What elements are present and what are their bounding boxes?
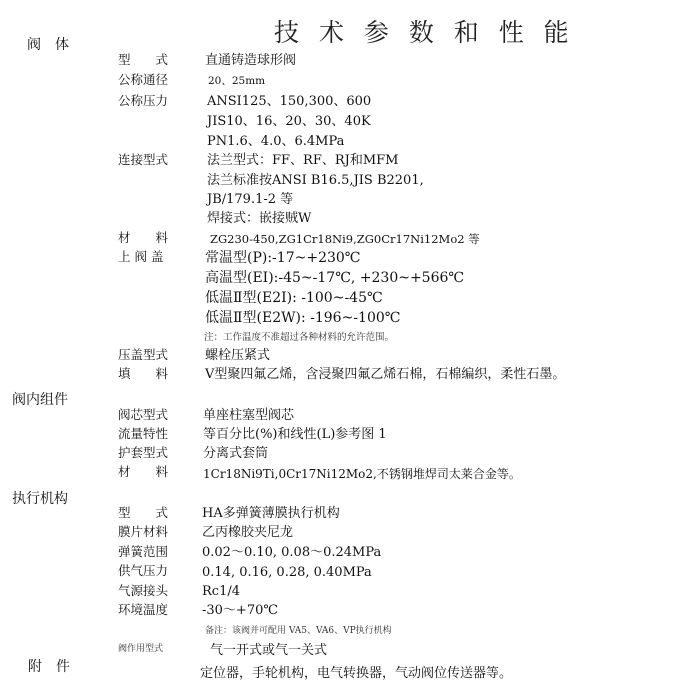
actuator-type-label: 型 式 [118, 505, 169, 520]
actuator-diaphragm-value: 乙丙橡胶夹尼龙 [202, 525, 294, 540]
body-conn-value-1: 法兰型式：FF、RF、RJ和MFM [207, 153, 399, 168]
actuator-type-value: HA多弹簧薄膜执行机构 [202, 506, 340, 521]
internals-flow-value: 等百分比(%)和线性(L)参考图 1 [203, 427, 387, 442]
actuator-spring-label: 弹簧范围 [118, 544, 169, 559]
section-accessories: 附 件 [28, 659, 70, 675]
actuator-note: 备注：该阀并可配用 VA5、VA6、VP执行机构 [205, 626, 392, 636]
body-pn-value-3: PN1.6、4.0、6.4MPa [207, 134, 345, 149]
body-type-label: 型 式 [118, 52, 169, 67]
section-body: 阀 体 [27, 37, 69, 53]
body-dn-value: 20、25mm [208, 75, 266, 87]
internals-material-value: 1Cr18Ni9Ti,0Cr17Ni12Mo2,不锈钢堆焊司太莱合金等。 [203, 467, 521, 481]
body-packing-label: 填 料 [118, 366, 169, 381]
body-dn-label: 公称通径 [118, 72, 169, 87]
body-bonnet-value-4: 低温Ⅱ型(E2W): -196~-100℃ [205, 310, 401, 326]
body-bonnet-label: 上 阀 盖 [118, 249, 164, 264]
page-title: 技 术 参 数 和 性 能 [274, 18, 575, 47]
section-internals: 阀内组件 [12, 392, 68, 408]
internals-core-label: 阀芯型式 [118, 407, 169, 422]
body-conn-label: 连接型式 [118, 152, 169, 167]
actuator-action-value: 气一开式或气一关式 [210, 643, 328, 658]
actuator-supply-value: 0.14, 0.16, 0.28, 0.40MPa [202, 565, 372, 580]
actuator-supply-label: 供气压力 [118, 563, 169, 578]
body-pn-value-1: ANSI125、150,300、600 [207, 94, 372, 109]
actuator-air-value: Rc1/4 [202, 584, 240, 599]
body-temp-note: 注：工作温度不准超过各种材料的允许范围。 [204, 332, 395, 343]
body-conn-value-4: 焊接式：嵌接贼W [207, 211, 312, 226]
internals-flow-label: 流量特性 [118, 426, 169, 441]
internals-guard-label: 护套型式 [118, 445, 169, 460]
body-bonnet-value-2: 高温型(EI):-45~-17℃, +230~+566℃ [205, 270, 465, 286]
actuator-air-label: 气源接头 [118, 583, 169, 598]
body-pn-value-2: JIS10、16、20、30、40K [207, 114, 371, 129]
body-pn-label: 公称压力 [118, 93, 169, 108]
body-bonnet-value-1: 常温型(P):-17~+230℃ [205, 250, 361, 266]
body-bonnet-value-3: 低温Ⅱ型(E2I): -100~-45℃ [205, 290, 383, 306]
body-material-label: 材 料 [118, 230, 169, 245]
actuator-temp-value: -30～+70℃ [202, 603, 278, 618]
accessories-value: 定位器，手轮机构，电气转换器，气动阀位传送器等。 [200, 666, 513, 681]
body-type-value: 直通铸造球形阀 [205, 53, 297, 68]
section-actuator: 执行机构 [12, 491, 68, 507]
body-conn-value-2: 法兰标准按ANSI B16.5,JIS B2201, [207, 173, 424, 188]
body-conn-value-3: JB/179.1-2 等 [207, 192, 294, 207]
internals-material-label: 材 料 [118, 464, 169, 479]
actuator-diaphragm-label: 膜片材料 [118, 524, 169, 539]
body-packing-value: V型聚四氟乙烯，含浸聚四氟乙烯石棉，石棉编织，柔性石墨。 [205, 367, 566, 382]
internals-guard-value: 分离式套筒 [203, 446, 269, 461]
actuator-temp-label: 环境温度 [118, 602, 169, 617]
body-gland-label: 压盖型式 [118, 347, 169, 362]
actuator-action-label: 阀作用型式 [118, 644, 164, 654]
actuator-spring-value: 0.02～0.10, 0.08～0.24MPa [202, 545, 382, 560]
body-gland-value: 螺栓压紧式 [205, 348, 271, 363]
internals-core-value: 单座柱塞型阀芯 [203, 408, 295, 423]
body-material-value: ZG230-450,ZG1Cr18Ni9,ZG0Cr17Ni12Mo2 等 [210, 232, 480, 246]
